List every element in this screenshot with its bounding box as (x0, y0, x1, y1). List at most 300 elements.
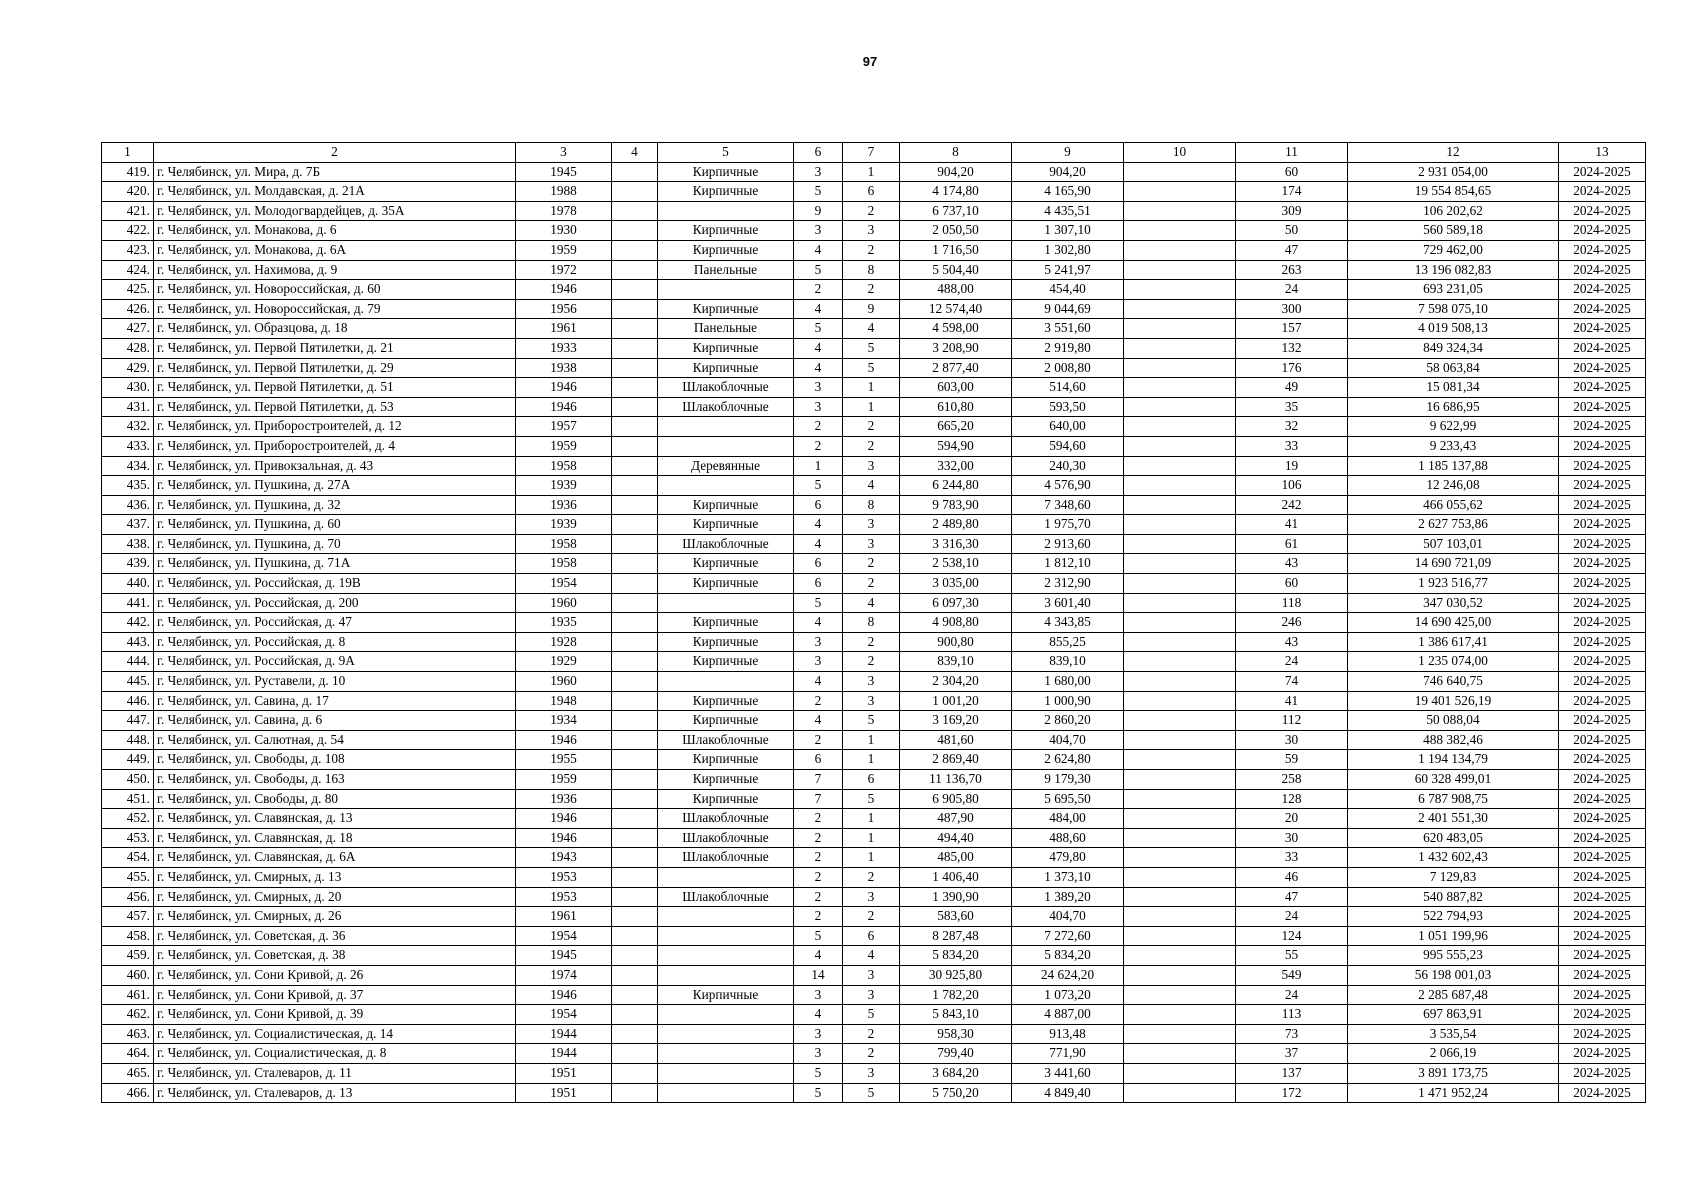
table-row (102, 397, 1646, 417)
cell-row-number: 457. (102, 907, 154, 927)
cell-entrances: 1 (843, 809, 900, 829)
cell-floors: 4 (794, 613, 843, 633)
cell-col-10 (1124, 848, 1236, 868)
cell-living-area: 1 073,20 (1012, 985, 1124, 1005)
cell-row-number: 424. (102, 260, 154, 280)
table-row (102, 789, 1646, 809)
cell-total-area: 839,10 (900, 652, 1012, 672)
table-row (102, 652, 1646, 672)
cell-repair-period: 2024-2025 (1559, 554, 1646, 574)
cell-repair-period: 2024-2025 (1559, 907, 1646, 927)
cell-col-10 (1124, 554, 1236, 574)
cell-entrances: 5 (843, 1005, 900, 1025)
cell-wall-material: Панельные (658, 260, 794, 280)
cell-address: г. Челябинск, ул. Российская, д. 47 (154, 613, 516, 633)
cell-residents: 176 (1236, 358, 1348, 378)
cell-wall-material: Кирпичные (658, 240, 794, 260)
cell-total-area: 1 390,90 (900, 887, 1012, 907)
cell-col-4 (612, 1005, 658, 1025)
cell-year-built: 1939 (516, 515, 612, 535)
cell-col-10 (1124, 260, 1236, 280)
cell-total-area: 5 504,40 (900, 260, 1012, 280)
cell-row-number: 419. (102, 162, 154, 182)
cell-repair-period: 2024-2025 (1559, 358, 1646, 378)
cell-entrances: 3 (843, 965, 900, 985)
cell-repair-period: 2024-2025 (1559, 652, 1646, 672)
cell-wall-material: Кирпичные (658, 162, 794, 182)
cell-floors: 6 (794, 750, 843, 770)
cell-cost: 1 235 074,00 (1348, 652, 1559, 672)
table-row (102, 828, 1646, 848)
cell-year-built: 1954 (516, 926, 612, 946)
cell-col-10 (1124, 1083, 1236, 1103)
cell-residents: 35 (1236, 397, 1348, 417)
cell-repair-period: 2024-2025 (1559, 1005, 1646, 1025)
cell-row-number: 466. (102, 1083, 154, 1103)
cell-year-built: 1946 (516, 809, 612, 829)
cell-row-number: 436. (102, 495, 154, 515)
cell-col-4 (612, 338, 658, 358)
cell-address: г. Челябинск, ул. Свободы, д. 108 (154, 750, 516, 770)
table-row (102, 358, 1646, 378)
cell-col-4 (612, 515, 658, 535)
cell-total-area: 4 598,00 (900, 319, 1012, 339)
cell-cost: 693 231,05 (1348, 280, 1559, 300)
cell-wall-material: Деревянные (658, 456, 794, 476)
cell-cost: 7 129,83 (1348, 867, 1559, 887)
cell-living-area: 404,70 (1012, 730, 1124, 750)
cell-residents: 55 (1236, 946, 1348, 966)
cell-year-built: 1954 (516, 1005, 612, 1025)
cell-repair-period: 2024-2025 (1559, 299, 1646, 319)
cell-floors: 4 (794, 672, 843, 692)
cell-living-area: 4 887,00 (1012, 1005, 1124, 1025)
cell-floors: 7 (794, 770, 843, 790)
cell-entrances: 3 (843, 691, 900, 711)
cell-cost: 488 382,46 (1348, 730, 1559, 750)
cell-total-area: 5 843,10 (900, 1005, 1012, 1025)
cell-address: г. Челябинск, ул. Сталеваров, д. 13 (154, 1083, 516, 1103)
cell-year-built: 1956 (516, 299, 612, 319)
cell-col-4 (612, 319, 658, 339)
cell-col-10 (1124, 946, 1236, 966)
cell-col-4 (612, 1044, 658, 1064)
cell-residents: 19 (1236, 456, 1348, 476)
cell-entrances: 5 (843, 789, 900, 809)
cell-wall-material (658, 280, 794, 300)
cell-total-area: 6 244,80 (900, 476, 1012, 496)
cell-row-number: 460. (102, 965, 154, 985)
cell-year-built: 1936 (516, 789, 612, 809)
cell-cost: 7 598 075,10 (1348, 299, 1559, 319)
cell-total-area: 2 050,50 (900, 221, 1012, 241)
cell-entrances: 3 (843, 672, 900, 692)
cell-col-4 (612, 985, 658, 1005)
cell-living-area: 1 975,70 (1012, 515, 1124, 535)
cell-row-number: 452. (102, 809, 154, 829)
table-row (102, 809, 1646, 829)
cell-living-area: 640,00 (1012, 417, 1124, 437)
cell-repair-period: 2024-2025 (1559, 280, 1646, 300)
cell-total-area: 488,00 (900, 280, 1012, 300)
cell-entrances: 3 (843, 1063, 900, 1083)
cell-row-number: 426. (102, 299, 154, 319)
cell-cost: 729 462,00 (1348, 240, 1559, 260)
cell-year-built: 1960 (516, 593, 612, 613)
cell-repair-period: 2024-2025 (1559, 613, 1646, 633)
cell-row-number: 441. (102, 593, 154, 613)
cell-col-10 (1124, 240, 1236, 260)
cell-residents: 43 (1236, 554, 1348, 574)
cell-total-area: 481,60 (900, 730, 1012, 750)
cell-wall-material (658, 1044, 794, 1064)
cell-year-built: 1948 (516, 691, 612, 711)
cell-repair-period: 2024-2025 (1559, 672, 1646, 692)
cell-living-area: 7 272,60 (1012, 926, 1124, 946)
cell-col-4 (612, 574, 658, 594)
cell-year-built: 1972 (516, 260, 612, 280)
cell-entrances: 5 (843, 338, 900, 358)
cell-entrances: 1 (843, 378, 900, 398)
cell-year-built: 1959 (516, 770, 612, 790)
cell-floors: 4 (794, 534, 843, 554)
cell-living-area: 2 919,80 (1012, 338, 1124, 358)
cell-row-number: 427. (102, 319, 154, 339)
cell-year-built: 1988 (516, 182, 612, 202)
cell-col-4 (612, 691, 658, 711)
table-row (102, 182, 1646, 202)
cell-col-4 (612, 417, 658, 437)
cell-col-4 (612, 907, 658, 927)
cell-address: г. Челябинск, ул. Савина, д. 17 (154, 691, 516, 711)
cell-wall-material: Кирпичные (658, 613, 794, 633)
cell-repair-period: 2024-2025 (1559, 926, 1646, 946)
cell-col-10 (1124, 867, 1236, 887)
cell-residents: 263 (1236, 260, 1348, 280)
cell-address: г. Челябинск, ул. Славянская, д. 13 (154, 809, 516, 829)
cell-total-area: 4 908,80 (900, 613, 1012, 633)
cell-repair-period: 2024-2025 (1559, 378, 1646, 398)
cell-total-area: 11 136,70 (900, 770, 1012, 790)
cell-living-area: 9 044,69 (1012, 299, 1124, 319)
cell-entrances: 5 (843, 1083, 900, 1103)
cell-cost: 2 627 753,86 (1348, 515, 1559, 535)
cell-living-area: 5 695,50 (1012, 789, 1124, 809)
cell-total-area: 3 316,30 (900, 534, 1012, 554)
cell-total-area: 665,20 (900, 417, 1012, 437)
cell-address: г. Челябинск, ул. Савина, д. 6 (154, 711, 516, 731)
cell-wall-material: Кирпичные (658, 632, 794, 652)
table-row (102, 1083, 1646, 1103)
cell-floors: 6 (794, 574, 843, 594)
cell-total-area: 799,40 (900, 1044, 1012, 1064)
cell-row-number: 421. (102, 201, 154, 221)
cell-entrances: 8 (843, 495, 900, 515)
cell-entrances: 4 (843, 593, 900, 613)
cell-address: г. Челябинск, ул. Российская, д. 8 (154, 632, 516, 652)
cell-cost: 1 194 134,79 (1348, 750, 1559, 770)
cell-living-area: 24 624,20 (1012, 965, 1124, 985)
cell-repair-period: 2024-2025 (1559, 182, 1646, 202)
table-row (102, 770, 1646, 790)
cell-residents: 137 (1236, 1063, 1348, 1083)
cell-floors: 2 (794, 280, 843, 300)
cell-floors: 2 (794, 848, 843, 868)
cell-address: г. Челябинск, ул. Смирных, д. 20 (154, 887, 516, 907)
cell-address: г. Челябинск, ул. Пушкина, д. 71А (154, 554, 516, 574)
cell-residents: 47 (1236, 240, 1348, 260)
cell-wall-material (658, 476, 794, 496)
cell-col-10 (1124, 280, 1236, 300)
cell-living-area: 2 860,20 (1012, 711, 1124, 731)
table-row (102, 750, 1646, 770)
cell-year-built: 1933 (516, 338, 612, 358)
cell-living-area: 594,60 (1012, 436, 1124, 456)
cell-col-10 (1124, 338, 1236, 358)
cell-total-area: 1 001,20 (900, 691, 1012, 711)
cell-col-10 (1124, 182, 1236, 202)
cell-residents: 124 (1236, 926, 1348, 946)
table-row (102, 436, 1646, 456)
cell-row-number: 462. (102, 1005, 154, 1025)
cell-entrances: 8 (843, 260, 900, 280)
cell-col-10 (1124, 378, 1236, 398)
cell-repair-period: 2024-2025 (1559, 495, 1646, 515)
cell-residents: 33 (1236, 436, 1348, 456)
cell-floors: 3 (794, 632, 843, 652)
cell-col-4 (612, 534, 658, 554)
cell-year-built: 1961 (516, 907, 612, 927)
cell-repair-period: 2024-2025 (1559, 1044, 1646, 1064)
cell-repair-period: 2024-2025 (1559, 201, 1646, 221)
cell-address: г. Челябинск, ул. Молдавская, д. 21А (154, 182, 516, 202)
cell-wall-material: Кирпичные (658, 299, 794, 319)
cell-floors: 2 (794, 907, 843, 927)
cell-entrances: 2 (843, 436, 900, 456)
cell-total-area: 6 737,10 (900, 201, 1012, 221)
cell-row-number: 425. (102, 280, 154, 300)
table-row (102, 1005, 1646, 1025)
cell-row-number: 464. (102, 1044, 154, 1064)
cell-repair-period: 2024-2025 (1559, 770, 1646, 790)
cell-wall-material (658, 1083, 794, 1103)
column-header-1: 1 (102, 143, 154, 163)
cell-year-built: 1934 (516, 711, 612, 731)
cell-wall-material: Шлакоблочные (658, 397, 794, 417)
cell-living-area: 3 441,60 (1012, 1063, 1124, 1083)
table-row (102, 456, 1646, 476)
cell-row-number: 451. (102, 789, 154, 809)
cell-entrances: 9 (843, 299, 900, 319)
cell-row-number: 433. (102, 436, 154, 456)
cell-residents: 118 (1236, 593, 1348, 613)
cell-living-area: 4 849,40 (1012, 1083, 1124, 1103)
cell-col-10 (1124, 201, 1236, 221)
cell-cost: 50 088,04 (1348, 711, 1559, 731)
cell-row-number: 430. (102, 378, 154, 398)
cell-col-10 (1124, 397, 1236, 417)
cell-living-area: 404,70 (1012, 907, 1124, 927)
cell-repair-period: 2024-2025 (1559, 985, 1646, 1005)
cell-col-10 (1124, 672, 1236, 692)
cell-year-built: 1954 (516, 574, 612, 594)
cell-cost: 106 202,62 (1348, 201, 1559, 221)
cell-cost: 1 471 952,24 (1348, 1083, 1559, 1103)
cell-col-10 (1124, 926, 1236, 946)
cell-address: г. Челябинск, ул. Салютная, д. 54 (154, 730, 516, 750)
cell-wall-material: Кирпичные (658, 985, 794, 1005)
column-header-9: 9 (1012, 143, 1124, 163)
cell-cost: 995 555,23 (1348, 946, 1559, 966)
cell-year-built: 1958 (516, 534, 612, 554)
cell-floors: 14 (794, 965, 843, 985)
cell-total-area: 1 406,40 (900, 867, 1012, 887)
cell-residents: 24 (1236, 907, 1348, 927)
cell-row-number: 438. (102, 534, 154, 554)
cell-wall-material: Кирпичные (658, 711, 794, 731)
cell-entrances: 6 (843, 182, 900, 202)
cell-address: г. Челябинск, ул. Сталеваров, д. 11 (154, 1063, 516, 1083)
cell-repair-period: 2024-2025 (1559, 534, 1646, 554)
cell-floors: 1 (794, 456, 843, 476)
cell-entrances: 3 (843, 534, 900, 554)
cell-repair-period: 2024-2025 (1559, 867, 1646, 887)
table-row (102, 417, 1646, 437)
cell-entrances: 3 (843, 456, 900, 476)
table-row (102, 711, 1646, 731)
cell-entrances: 2 (843, 652, 900, 672)
cell-col-10 (1124, 221, 1236, 241)
cell-total-area: 8 287,48 (900, 926, 1012, 946)
cell-address: г. Челябинск, ул. Приборостроителей, д. 12 (154, 417, 516, 437)
cell-cost: 4 019 508,13 (1348, 319, 1559, 339)
cell-col-10 (1124, 750, 1236, 770)
cell-wall-material: Кирпичные (658, 358, 794, 378)
table-row (102, 985, 1646, 1005)
cell-year-built: 1974 (516, 965, 612, 985)
cell-year-built: 1960 (516, 672, 612, 692)
cell-living-area: 2 913,60 (1012, 534, 1124, 554)
table-row (102, 260, 1646, 280)
table-row (102, 867, 1646, 887)
cell-total-area: 5 750,20 (900, 1083, 1012, 1103)
cell-living-area: 593,50 (1012, 397, 1124, 417)
cell-entrances: 2 (843, 1044, 900, 1064)
cell-wall-material (658, 593, 794, 613)
cell-year-built: 1944 (516, 1044, 612, 1064)
column-header-2: 2 (154, 143, 516, 163)
cell-cost: 540 887,82 (1348, 887, 1559, 907)
cell-col-10 (1124, 593, 1236, 613)
cell-floors: 2 (794, 436, 843, 456)
cell-col-4 (612, 201, 658, 221)
table-row (102, 319, 1646, 339)
cell-total-area: 3 208,90 (900, 338, 1012, 358)
cell-residents: 30 (1236, 828, 1348, 848)
cell-wall-material (658, 417, 794, 437)
cell-wall-material (658, 201, 794, 221)
cell-residents: 300 (1236, 299, 1348, 319)
cell-col-4 (612, 554, 658, 574)
cell-wall-material: Шлакоблочные (658, 809, 794, 829)
cell-cost: 1 051 199,96 (1348, 926, 1559, 946)
cell-repair-period: 2024-2025 (1559, 1063, 1646, 1083)
cell-repair-period: 2024-2025 (1559, 515, 1646, 535)
cell-total-area: 5 834,20 (900, 946, 1012, 966)
cell-entrances: 4 (843, 946, 900, 966)
cell-residents: 60 (1236, 574, 1348, 594)
cell-wall-material: Кирпичные (658, 750, 794, 770)
cell-entrances: 2 (843, 907, 900, 927)
cell-cost: 60 328 499,01 (1348, 770, 1559, 790)
cell-col-4 (612, 378, 658, 398)
cell-col-4 (612, 495, 658, 515)
cell-year-built: 1939 (516, 476, 612, 496)
table-row (102, 1063, 1646, 1083)
cell-address: г. Челябинск, ул. Российская, д. 19В (154, 574, 516, 594)
cell-address: г. Челябинск, ул. Привокзальная, д. 43 (154, 456, 516, 476)
cell-cost: 6 787 908,75 (1348, 789, 1559, 809)
cell-floors: 4 (794, 711, 843, 731)
cell-total-area: 2 304,20 (900, 672, 1012, 692)
housing-registry-table (101, 142, 1646, 1103)
cell-address: г. Челябинск, ул. Молодогвардейцев, д. 35А (154, 201, 516, 221)
cell-col-10 (1124, 652, 1236, 672)
cell-row-number: 435. (102, 476, 154, 496)
cell-cost: 56 198 001,03 (1348, 965, 1559, 985)
cell-residents: 46 (1236, 867, 1348, 887)
cell-year-built: 1978 (516, 201, 612, 221)
cell-residents: 309 (1236, 201, 1348, 221)
cell-entrances: 2 (843, 632, 900, 652)
cell-residents: 157 (1236, 319, 1348, 339)
cell-entrances: 1 (843, 162, 900, 182)
cell-living-area: 1 812,10 (1012, 554, 1124, 574)
cell-floors: 5 (794, 182, 843, 202)
cell-repair-period: 2024-2025 (1559, 946, 1646, 966)
cell-address: г. Челябинск, ул. Социалистическая, д. 8 (154, 1044, 516, 1064)
cell-floors: 2 (794, 691, 843, 711)
cell-cost: 522 794,93 (1348, 907, 1559, 927)
cell-wall-material (658, 926, 794, 946)
cell-address: г. Челябинск, ул. Смирных, д. 26 (154, 907, 516, 927)
cell-entrances: 3 (843, 515, 900, 535)
cell-year-built: 1951 (516, 1083, 612, 1103)
cell-cost: 12 246,08 (1348, 476, 1559, 496)
cell-col-4 (612, 299, 658, 319)
table-row (102, 1024, 1646, 1044)
cell-repair-period: 2024-2025 (1559, 691, 1646, 711)
column-header-13: 13 (1559, 143, 1646, 163)
cell-floors: 3 (794, 985, 843, 1005)
cell-wall-material (658, 1063, 794, 1083)
cell-living-area: 1 680,00 (1012, 672, 1124, 692)
table-row (102, 201, 1646, 221)
cell-cost: 2 931 054,00 (1348, 162, 1559, 182)
table-row (102, 632, 1646, 652)
cell-wall-material: Шлакоблочные (658, 534, 794, 554)
cell-row-number: 431. (102, 397, 154, 417)
cell-cost: 14 690 721,09 (1348, 554, 1559, 574)
cell-repair-period: 2024-2025 (1559, 887, 1646, 907)
cell-total-area: 4 174,80 (900, 182, 1012, 202)
cell-living-area: 484,00 (1012, 809, 1124, 829)
cell-residents: 24 (1236, 652, 1348, 672)
cell-total-area: 9 783,90 (900, 495, 1012, 515)
cell-total-area: 2 538,10 (900, 554, 1012, 574)
table-row (102, 280, 1646, 300)
cell-living-area: 2 008,80 (1012, 358, 1124, 378)
